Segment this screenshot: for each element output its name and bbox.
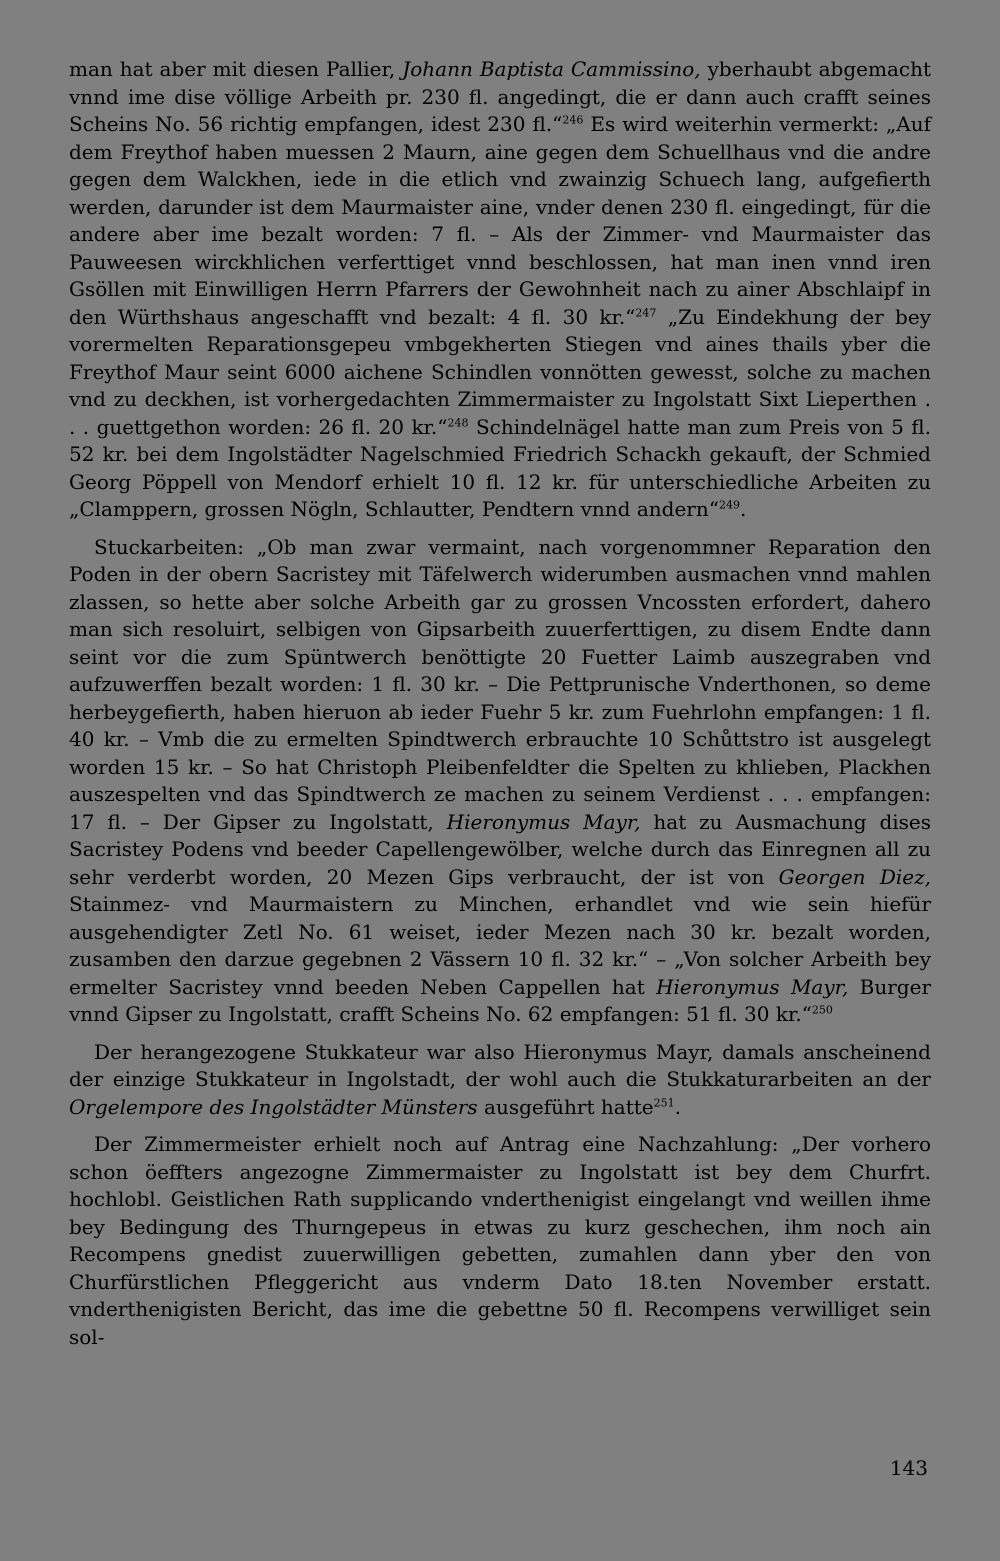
italic-text: Hieronymus Mayr, (446, 809, 641, 834)
text-run: yberhaubt abgemacht vnnd ime dise völlige Arbeith pr. 230 fl. angedingt, die er dann auch crafft seines Scheins No. 56 richtig empfangen, idest 230 fl.“ (69, 57, 931, 136)
text-run: Schindelnägel hatte man zum Preis von 5 fl. 52 kr. bei dem Ingolstädter Nagelschmied Friedrich Schackh gekauft, der Schmied Georg Pöppell von Mendorf erhielt 10 fl. 12 kr. für unterschiedliche Arbeiten zu „Clamppern, grossen Nögln, Schlautter, Pendtern vnnd andern“ (69, 414, 931, 521)
text-run: . (739, 497, 747, 521)
italic-text: Georgen Diez, (778, 864, 931, 889)
text-run: Der herangezogene Stukkateur war also Hieronymus Mayr, damals anscheinend der einzige Stukkateur in Ingolstadt, der wohl auch die Stukkaturarbeiten an der (69, 1039, 931, 1091)
text-run: Stainmez- vnd Maurmaistern zu Minchen, erhandlet vnd wie sein hiefür ausgehendigter Zetl No. 61 weiset, ieder Mezen nach 30 kr. bezalt worden, zusamben den darzue gegebnen 2 Vässern 10 fl. 32 kr.“ – „Von solcher Arbeith bey ermelter Sacristey vnnd beeden Neben Cappellen hat (69, 892, 931, 999)
text-run: Es wird weiterhin vermerkt: „Auf dem Freythof haben muessen 2 Maurn, aine gegen dem Schuellhaus vnd die andre gegen dem Walckhen, iede in die etlich vnd zwainzig Schuech lang, aufgefierth werden, darunder ist dem Maurmaister aine, vnder denen 230 fl. eingedingt, für die andere aber ime bezalt worden: 7 fl. – Als der Zimmer- vnd Maurmaister das Pauweesen wirckhlichen verferttiget vnnd beschlossen, hat man inen vnnd iren Gsöllen mit Einwilligen Herrn Pfarrers der Gewohnheit nach zu ainer Abschlaipf in den Würthshaus angeschafft vnd bezalt: 4 fl. 30 kr.“ (69, 112, 931, 329)
footnote-ref: 248 (447, 415, 469, 429)
text-run: Stuckarbeiten: „Ob man zwar vermaint, nach vorgenommner Reparation den Poden in der obern Sacristey mit Täfelwerch widerumben ausmachen vnnd mahlen zlassen, so hette aber solche Arbeith gar zu grossen Vncossten erfordert, dahero man sich resoluirt, selbigen von Gipsarbeith zuuerferttigen, zu disem Endte dann seint vor die zum Spüntwerch benöttigte 20 Fuetter Laimb auszegraben vnd aufzuwerffen bezalt worden: 1 fl. 30 kr. – Die Pettprunische Vnderthonen, so deme herbeygefierth, haben hieruon ab ieder Fuehr 5 kr. zum Fuehrlohn empfangen: 1 fl. 40 kr. – Vmb die zu ermelten Spindtwerch erbrauchte 10 Schůttstro ist ausgelegt worden 15 kr. – So hat Christoph Pleibenfeldter die Spelten zu khlieben, Plackhen auszespelten vnd das Spindtwerch ze machen zu seinem Verdienst . . . empfangen: 17 fl. – Der Gipser zu Ingolstatt, (69, 534, 931, 834)
footnote-ref: 249 (718, 498, 740, 512)
text-run: ausgeführt hatte (477, 1094, 654, 1119)
page-number: 143 (889, 1456, 928, 1480)
text-run: Der Zimmermeister erhielt noch auf Antrag eine Nachzahlung: „Der vorhero schon öeffters angezogne Zimmermaister zu Ingolstatt ist bey dem Churfrt. hochlobl. Geistlichen Rath supplicando vnderthenigist eingelangt vnd weillen ihme bey Bedingung des Thurngepeus in etwas zu kurz geschechen, ihm noch ain Recompens gnedist zuuerwilligen gebetten, zumahlen dann yber den von Churfürstlichen Pfleggericht aus vnderm Dato 18.ten November erstatt. vnderthenigisten Bericht, das ime die gebettne 50 fl. Recompens verwilliget sein sol- (69, 1132, 931, 1349)
paragraph (69, 56, 931, 524)
footnote-ref: 251 (653, 1095, 675, 1109)
footnote-ref: 246 (562, 113, 584, 127)
footnote-ref: 250 (811, 1003, 833, 1017)
text-run: man hat aber mit diesen Pallier, (69, 57, 403, 81)
text-block (69, 56, 931, 1351)
footnote-ref: 247 (635, 305, 657, 319)
italic-text: Hieronymus Mayr, (656, 974, 849, 999)
italic-text: Orgelempore des Ingolstädter Münsters (69, 1094, 478, 1119)
italic-text: Johann Baptista Cammissino, (402, 57, 701, 81)
text-run: Burger vnnd Gipser zu Ingolstatt, crafft Scheins No. 62 empfangen: 51 fl. 30 kr.“ (69, 974, 932, 1026)
paragraph (69, 1039, 931, 1122)
page-body (69, 56, 931, 1351)
text-run: hat zu Ausmachung dises Sacristey Podens vnd beeder Capellengewölber, welche durch das Einregnen all zu sehr verderbt worden, 20 Mezen Gips verbraucht, der ist von (69, 809, 932, 889)
paragraph (69, 534, 931, 1029)
text-run: . (674, 1094, 681, 1119)
paragraph (69, 1131, 931, 1351)
text-run: „Zu Eindekhung der bey vorermelten Reparationsgepeu vmbgekherten Stiegen vnd aines thails yber die Freythof Maur seint 6000 aichene Schindlen vonnötten gewesst, solche zu machen vnd zu deckhen, ist vorhergedachten Zimmermaister zu Ingolstatt Sixt Lieperthen . . . guettgethon worden: 26 fl. 20 kr.“ (69, 304, 931, 439)
